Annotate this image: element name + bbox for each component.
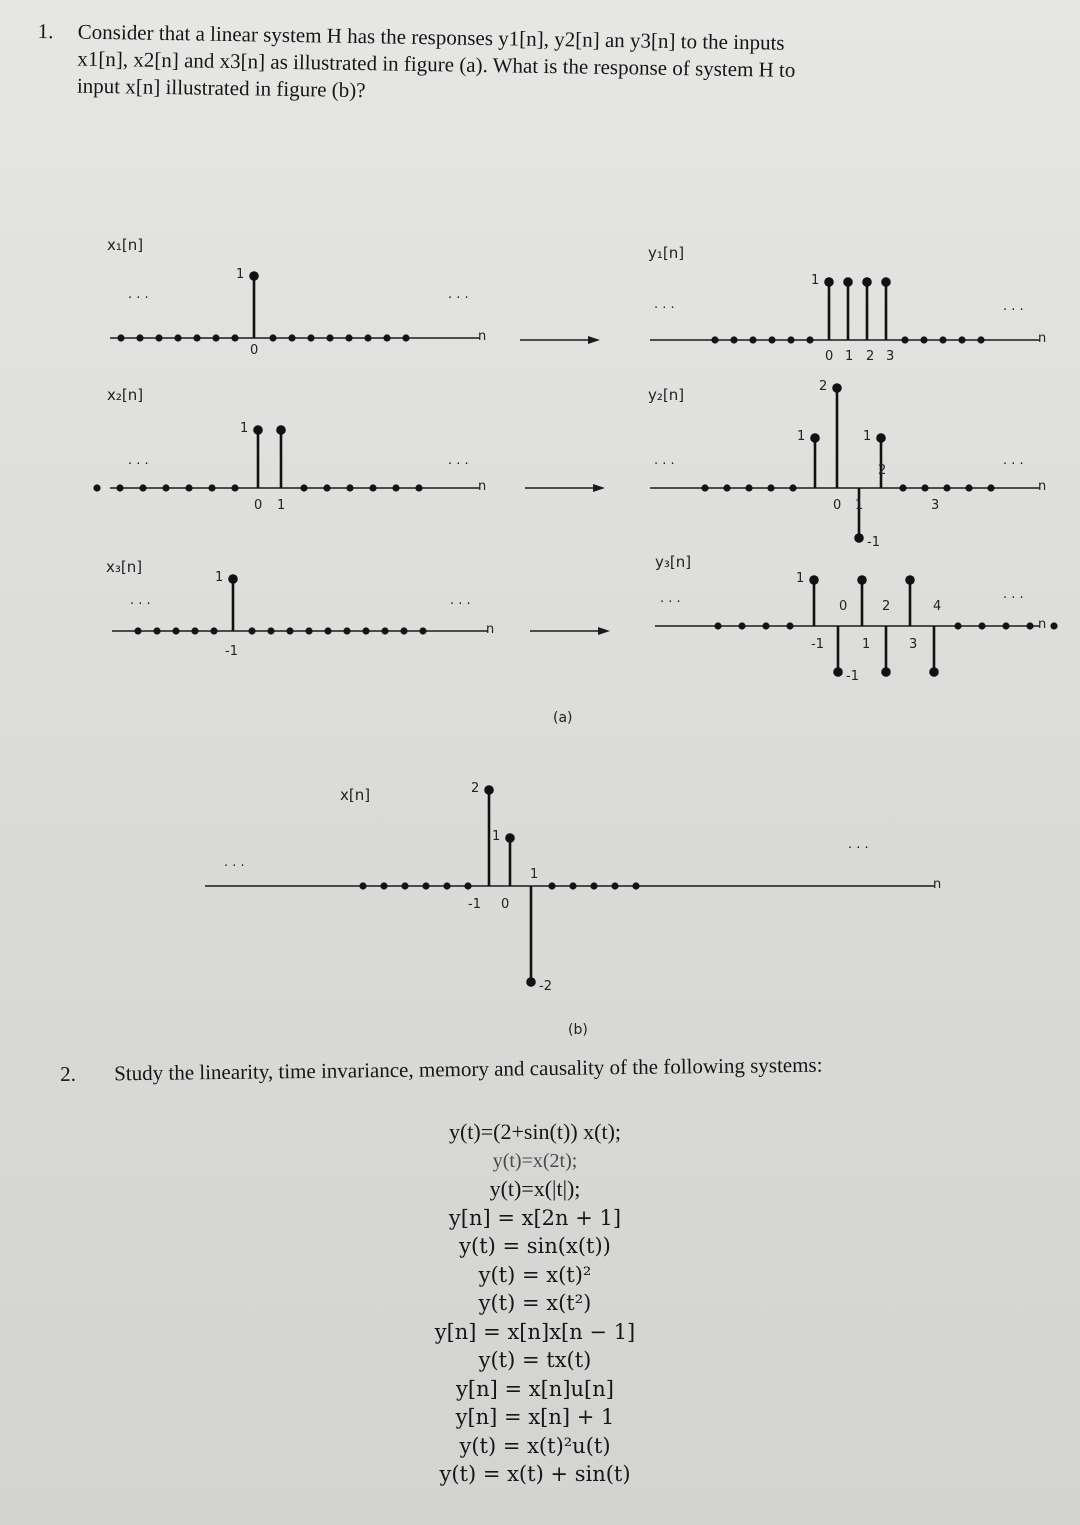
question-2-number: 2. [60, 1061, 77, 1086]
zero-sample-dot [381, 627, 388, 634]
question-1-line: input x[n] illustrated in figure (b)? [76, 73, 366, 103]
zero-sample-dot [590, 882, 597, 889]
stem-head [832, 383, 842, 393]
stem-plot [93, 386, 605, 513]
zero-sample-dot [977, 336, 984, 343]
value-label: -1 [846, 669, 859, 684]
stem-plot [205, 781, 941, 994]
question-1-line: x1[n], x2[n] and x3[n] as illustrated in figure (a). What is the response of system H to [77, 46, 796, 82]
question-1-line: Consider that a linear system H has the responses y1[n], y2[n] an y3[n] to the inputs [77, 19, 785, 55]
zero-sample-dot [193, 334, 200, 341]
zero-sample-dot [954, 622, 961, 629]
zero-sample-dot [768, 336, 775, 343]
system-equation: y(t) = x(t)²u(t) [459, 1433, 611, 1458]
stem-plot [106, 558, 610, 659]
stem-head [484, 785, 494, 795]
tick-label: 0 [839, 599, 848, 614]
stem-head [876, 433, 886, 443]
tick-label: 0 [501, 897, 510, 912]
zero-sample-dot [787, 336, 794, 343]
zero-sample-dot [400, 627, 407, 634]
value-label: 1 [811, 273, 820, 288]
zero-sample-dot [286, 627, 293, 634]
stem-head [929, 667, 939, 677]
zero-sample-dot [901, 336, 908, 343]
tick-label: 2 [882, 599, 891, 614]
zero-sample-dot [958, 336, 965, 343]
zero-sample-dot [345, 334, 352, 341]
signal-label: x₃[n] [106, 558, 143, 576]
signal-label: x₂[n] [107, 386, 144, 404]
stem-head [276, 425, 286, 435]
zero-sample-dot [730, 336, 737, 343]
tick-label: 1 [845, 349, 854, 364]
stem-head [810, 433, 820, 443]
tick-label: 3 [931, 498, 940, 513]
zero-sample-dot [422, 882, 429, 889]
zero-sample-dot [210, 627, 217, 634]
system-equation: y(t) = x(t) + sin(t) [439, 1462, 631, 1486]
stem-head [862, 277, 872, 287]
stem-head [249, 271, 259, 281]
zero-sample-dot [762, 622, 769, 629]
value-label: -1 [867, 535, 880, 550]
zero-sample-dot [415, 484, 422, 491]
zero-sample-dot [392, 484, 399, 491]
stem-head [905, 575, 915, 585]
axis-label-n: n [1038, 617, 1047, 632]
stem-head [833, 667, 843, 677]
question-1-number: 1. [37, 18, 54, 44]
zero-sample-dot [231, 484, 238, 491]
stem-head [228, 574, 238, 584]
ellipsis: · · · [128, 291, 149, 306]
zero-sample-dot [153, 627, 160, 634]
value-label: 1 [797, 429, 806, 444]
ellipsis: · · · [660, 595, 681, 610]
system-equation: y[n] = x[n]u[n] [456, 1376, 614, 1401]
system-equation: y(t)=x(2t); [492, 1149, 578, 1172]
system-equation: y(t) = x(t²) [478, 1291, 592, 1315]
zero-sample-dot [987, 484, 994, 491]
stem-plot [107, 236, 600, 358]
tick-label: -1 [811, 637, 824, 652]
zero-sample-dot [921, 484, 928, 491]
zero-sample-dot [789, 484, 796, 491]
signal-label: x[n] [340, 786, 371, 804]
zero-sample-dot [343, 627, 350, 634]
ellipsis: · · · [448, 291, 469, 306]
zero-sample-dot [362, 627, 369, 634]
system-equation: y(t) = tx(t) [478, 1348, 592, 1372]
zero-sample-dot [174, 334, 181, 341]
tick-label: 0 [254, 498, 263, 513]
zero-sample-dot [1026, 622, 1033, 629]
ellipsis: · · · [224, 859, 245, 874]
zero-sample-dot [632, 882, 639, 889]
system-equation: y(t) = x(t)² [478, 1262, 592, 1287]
ellipsis: · · · [1003, 303, 1024, 318]
zero-sample-dot [307, 334, 314, 341]
zero-sample-dot [965, 484, 972, 491]
tick-label: -1 [468, 897, 481, 912]
ellipsis: · · · [450, 597, 471, 612]
zero-sample-dot [231, 334, 238, 341]
zero-sample-dot [443, 882, 450, 889]
tick-label: 1 [530, 867, 539, 882]
zero-sample-dot [117, 334, 124, 341]
axis-label-n: n [486, 622, 495, 637]
stem-head [857, 575, 867, 585]
arrow-head-icon [588, 336, 600, 344]
stem-head [881, 667, 891, 677]
zero-sample-dot [899, 484, 906, 491]
arrow-head-icon [593, 484, 605, 492]
zero-sample-dot [185, 484, 192, 491]
value-label: 1 [240, 421, 249, 436]
stem-plot [648, 244, 1046, 364]
zero-sample-dot [248, 627, 255, 634]
zero-sample-dot [419, 627, 426, 634]
value-label: 2 [819, 379, 828, 394]
zero-sample-dot [116, 484, 123, 491]
signal-label: y₂[n] [648, 386, 685, 404]
zero-sample-dot [380, 882, 387, 889]
zero-sample-dot [714, 622, 721, 629]
system-equation: y(t) = sin(x(t)) [459, 1234, 611, 1258]
zero-sample-dot [569, 882, 576, 889]
zero-sample-dot [1050, 622, 1057, 629]
zero-sample-dot [359, 882, 366, 889]
stem-head [809, 575, 819, 585]
zero-sample-dot [162, 484, 169, 491]
system-equation: y[n] = x[n]x[n − 1] [434, 1319, 636, 1344]
tick-label: -1 [225, 644, 238, 659]
zero-sample-dot [611, 882, 618, 889]
arrow-head-icon [598, 627, 610, 635]
zero-sample-dot [401, 882, 408, 889]
tick-label: 1 [862, 637, 871, 652]
zero-sample-dot [269, 334, 276, 341]
value-label: -2 [539, 979, 552, 994]
tick-label: 0 [833, 498, 842, 513]
ellipsis: · · · [130, 597, 151, 612]
zero-sample-dot [701, 484, 708, 491]
stem-head [253, 425, 263, 435]
zero-sample-dot [939, 336, 946, 343]
tick-label: 1 [277, 498, 286, 513]
tick-label: 0 [825, 349, 834, 364]
tick-label: 2 [866, 349, 875, 364]
stem-head [824, 277, 834, 287]
axis-label-n: n [478, 329, 487, 344]
value-label: 1 [796, 571, 805, 586]
value-label: 1 [215, 570, 224, 585]
ellipsis: · · · [128, 457, 149, 472]
system-equation: y(t)=x(|t|); [489, 1176, 581, 1201]
zero-sample-dot [136, 334, 143, 341]
axis-label-n: n [1038, 331, 1047, 346]
zero-sample-dot [267, 627, 274, 634]
value-label: 2 [471, 781, 480, 796]
ellipsis: · · · [1003, 591, 1024, 606]
tick-label: 3 [886, 349, 895, 364]
tick-label: 3 [909, 637, 918, 652]
zero-sample-dot [767, 484, 774, 491]
tick-label: 0 [250, 343, 259, 358]
zero-sample-dot [134, 627, 141, 634]
value-label: 1 [236, 267, 245, 282]
zero-sample-dot [208, 484, 215, 491]
zero-sample-dot [324, 627, 331, 634]
signal-label: y₃[n] [655, 553, 692, 571]
ellipsis: · · · [654, 301, 675, 316]
stem-head [505, 833, 515, 843]
zero-sample-dot [172, 627, 179, 634]
axis-label-n: n [933, 877, 942, 892]
zero-sample-dot [288, 334, 295, 341]
tick-label: 2 [878, 463, 887, 478]
zero-sample-dot [464, 882, 471, 889]
zero-sample-dot [723, 484, 730, 491]
tick-label: 4 [933, 599, 942, 614]
zero-sample-dot [364, 334, 371, 341]
ellipsis: · · · [848, 841, 869, 856]
value-label: 1 [863, 429, 872, 444]
ellipsis: · · · [1003, 457, 1024, 472]
figure-a-caption: (a) [553, 710, 573, 726]
ellipsis: · · · [448, 457, 469, 472]
zero-sample-dot [305, 627, 312, 634]
system-equation: y(t)=(2+sin(t)) x(t); [448, 1119, 622, 1144]
stem-head [526, 977, 536, 987]
zero-sample-dot [346, 484, 353, 491]
zero-sample-dot [920, 336, 927, 343]
zero-sample-dot [978, 622, 985, 629]
stem-head [881, 277, 891, 287]
stem-plot [648, 379, 1046, 550]
zero-sample-dot [548, 882, 555, 889]
signal-label: x₁[n] [107, 236, 144, 254]
zero-sample-dot [139, 484, 146, 491]
zero-sample-dot [806, 336, 813, 343]
question-2-text: Study the linearity, time invariance, memory and causality of the following systems: [113, 1052, 823, 1086]
zero-sample-dot [943, 484, 950, 491]
zero-sample-dot [155, 334, 162, 341]
zero-sample-dot [745, 484, 752, 491]
zero-sample-dot [93, 484, 100, 491]
zero-sample-dot [711, 336, 718, 343]
stem-head [843, 277, 853, 287]
zero-sample-dot [402, 334, 409, 341]
zero-sample-dot [738, 622, 745, 629]
zero-sample-dot [212, 334, 219, 341]
zero-sample-dot [786, 622, 793, 629]
systems-list [390, 1118, 680, 1489]
zero-sample-dot [191, 627, 198, 634]
zero-sample-dot [383, 334, 390, 341]
system-equation: y[n] = x[2n + 1] [448, 1205, 622, 1230]
zero-sample-dot [326, 334, 333, 341]
value-label: 1 [492, 829, 501, 844]
figure-b-caption: (b) [568, 1022, 588, 1038]
system-equation: y[n] = x[n] + 1 [455, 1405, 615, 1429]
zero-sample-dot [1002, 622, 1009, 629]
signal-label: y₁[n] [648, 244, 685, 262]
axis-label-n: n [478, 479, 487, 494]
axis-label-n: n [1038, 479, 1047, 494]
zero-sample-dot [300, 484, 307, 491]
zero-sample-dot [749, 336, 756, 343]
zero-sample-dot [323, 484, 330, 491]
ellipsis: · · · [654, 457, 675, 472]
tick-label: 1 [855, 498, 864, 513]
stem-plot [655, 553, 1058, 684]
stem-head [854, 533, 864, 543]
zero-sample-dot [369, 484, 376, 491]
